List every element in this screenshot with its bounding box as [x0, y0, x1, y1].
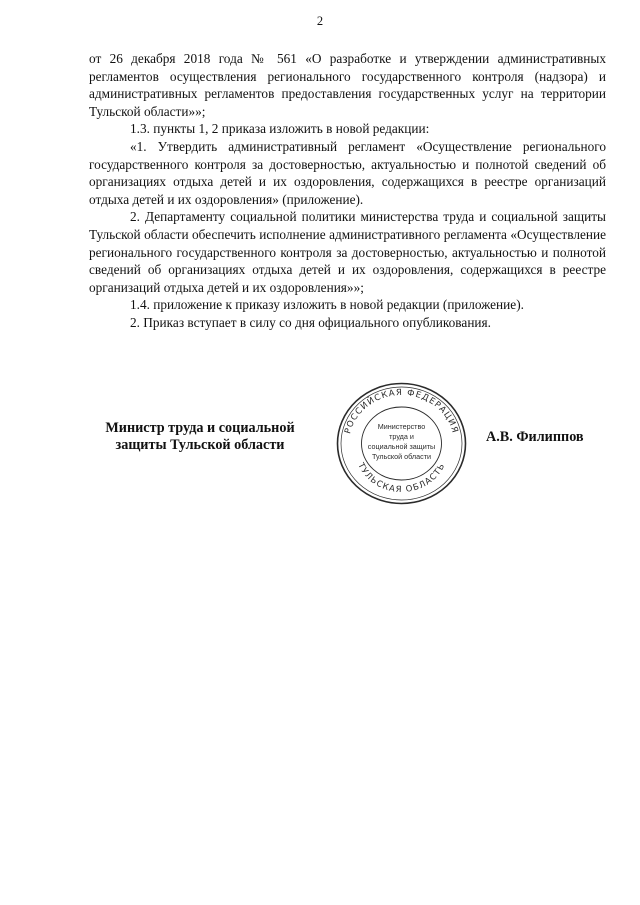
paragraph-approve-regulation: «1. Утвердить административный регламент «Осуществление регионального государственного контроля за достоверностью, актуальностью и полнотой сведений об организациях отдыха детей и их оздоровления, содержащихся в реестре организаций отдыха детей и их оздоровления» (приложение). — [89, 138, 606, 207]
paragraph-entry-into-force: 2. Приказ вступает в силу со дня официального опубликования. — [130, 314, 491, 330]
seal-ring-top-text: РОССИЙСКАЯ ФЕДЕРАЦИЯ — [343, 387, 460, 435]
paragraph-item-1-4: 1.4. приложение к приказу изложить в новой редакции (приложение). — [130, 297, 524, 313]
official-seal — [335, 381, 468, 506]
document-body — [89, 50, 606, 332]
paragraph-preamble: от 26 декабря 2018 года № 561 «О разработке и утверждении административных регламентов осуществления регионального государственного контроля (надзора) и административных регламентов предоставления государственных услуг на территории Тульской области»»; — [89, 51, 606, 119]
paragraph-department-duty: 2. Департаменту социальной политики министерства труда и социальной защиты Тульской области обеспечить исполнение административного регламента «Осуществление регионального государственного контроля за достоверностью, актуальностью и полнотой сведений об организациях отдыха детей и их оздоровления, содержащихся в реестре организаций отдыха детей и их оздоровления»»; — [89, 209, 606, 295]
seal-center-line-4: Тульской области — [371, 452, 432, 461]
signatory-position — [80, 420, 320, 454]
seal-center-line-2: труда и — [389, 432, 414, 441]
signatory-name: А.В. Филиппов — [486, 429, 584, 445]
signatory-position-line2: защиты Тульской области — [115, 437, 285, 453]
seal-ring-bottom-text: ТУЛЬСКАЯ ОБЛАСТЬ — [355, 461, 448, 496]
signatory-position-line1: Министр труда и социальной — [105, 420, 295, 436]
seal-center-line-3: социальной защиты — [367, 442, 436, 451]
page-number: 2 — [316, 14, 324, 28]
paragraph-item-1-3: 1.3. пункты 1, 2 приказа изложить в новой редакции: — [130, 121, 430, 137]
seal-center-line-1: Министерство — [377, 422, 426, 431]
